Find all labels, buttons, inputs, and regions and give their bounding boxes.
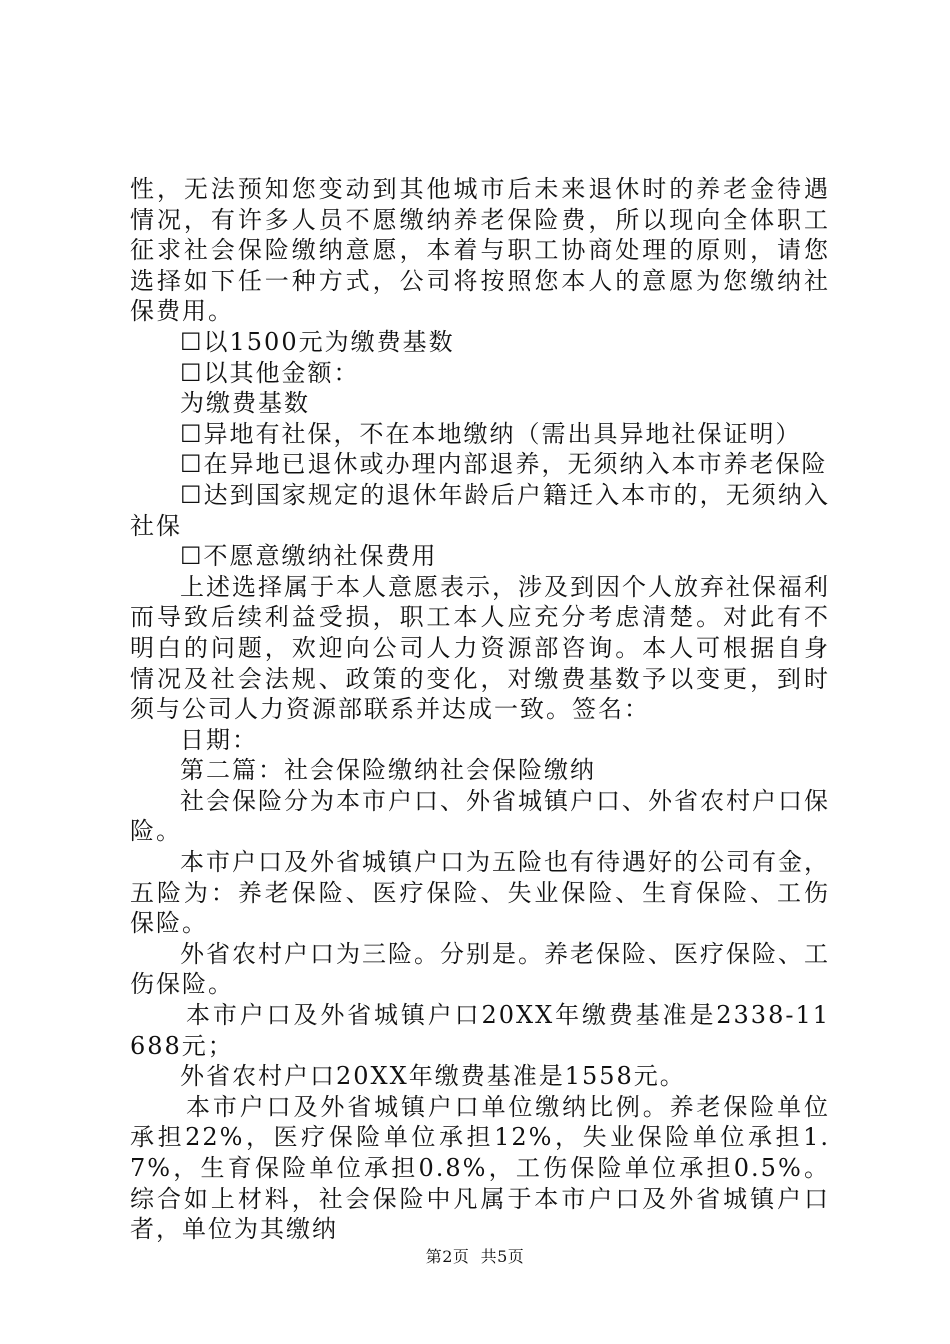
paragraph-three-insurances: 外省农村户口为三险。分别是。养老保险、医疗保险、工伤保险。 [130,939,830,999]
paragraph-five-insurances: 本市户口及外省城镇户口为五险也有待遇好的公司有金，五险为：养老保险、医疗保险、失业保险、生育保险、工伤保险。 [130,848,830,938]
option-decline: ☐不愿意缴纳社保费用 [180,542,438,571]
option-other-amount: ☐以其他金额： [180,358,360,387]
paragraph-base-rural: 外省农村户口20XX年缴费基准是1558元。 [180,1062,686,1091]
page-number-label: 第2页 共5页 [425,1247,525,1266]
date-line: 日期： [180,725,258,754]
paragraph-intro-continued: 性，无法预知您变动到其他城市后未来退休时的养老金待遇情况，有许多人员不愿缴纳养老保险费，所以现向全体职工征求社会保险缴纳意愿，本着与职工协商处理的原则，请您选择如下任一种方式，公司将按照您本人的意愿为您缴纳社保费用。 [130,175,830,326]
page-footer [0,1244,950,1267]
option-1500-base: ☐以1500元为缴费基数 [180,327,455,356]
paragraph-declaration: 上述选择属于本人意愿表示，涉及到因个人放弃社保福利而导致后续利益受损，职工本人应充分考虑清楚。对此有不明白的问题，欢迎向公司人力资源部咨询。本人可根据自身情况及社会法规、政策的变化，对缴费基数予以变更，到时须与公司人力资源部联系并达成一致。签名： [130,572,830,724]
section-heading-part-two: 第二篇：社会保险缴纳社会保险缴纳 [180,756,596,785]
paragraph-base-urban: 本市户口及外省城镇户口20XX年缴费基准是2338-11688元； [130,1001,830,1060]
paragraph-insurance-types: 社会保险分为本市户口、外省城镇户口、外省农村户口保险。 [130,786,830,846]
option-retirement-age-migration: ☐达到国家规定的退休年龄后户籍迁入本市的，无须纳入社保 [130,480,830,540]
option-other-amount-suffix: 为缴费基数 [180,389,310,418]
document-body [130,174,830,1245]
option-retired-remote: ☐在异地已退休或办理内部退养，无须纳入本市养老保险 [180,450,828,479]
paragraph-employer-ratio: 本市户口及外省城镇户口单位缴纳比例。养老保险单位承担22%，医疗保险单位承担12%，失业保险单位承担1.7%，生育保险单位承担0.8%，工伤保险单位承担0.5%。综合如上材料，社会保险中凡属于本市户口及外省城镇户口者，单位为其缴纳 [130,1092,830,1244]
option-remote-social-security: ☐异地有社保，不在本地缴纳（需出具异地社保证明） [180,419,802,448]
